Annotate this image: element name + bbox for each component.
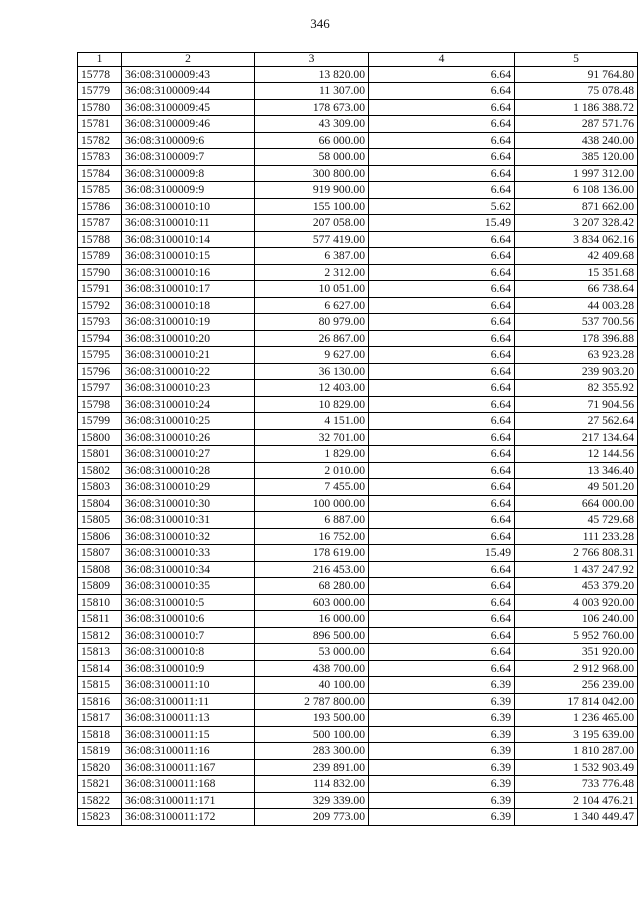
rate-cell: 6.64 [369, 561, 515, 578]
value-cell: 9 627.00 [255, 347, 369, 364]
cadastral-number-cell: 36:08:3100010:26 [122, 429, 255, 446]
cadastral-number-cell: 36:08:3100010:31 [122, 512, 255, 529]
row-number-cell: 15794 [78, 330, 122, 347]
cadastral-number-cell: 36:08:3100010:25 [122, 413, 255, 430]
row-number-cell: 15780 [78, 99, 122, 116]
row-number-cell: 15823 [78, 809, 122, 826]
cadastral-number-cell: 36:08:3100011:15 [122, 726, 255, 743]
cadastral-number-cell: 36:08:3100010:6 [122, 611, 255, 628]
table-row [78, 363, 638, 380]
total-cell: 217 134.64 [515, 429, 638, 446]
table-row [78, 627, 638, 644]
value-cell: 178 619.00 [255, 545, 369, 562]
value-cell: 2 787 800.00 [255, 693, 369, 710]
value-cell: 100 000.00 [255, 495, 369, 512]
value-cell: 16 000.00 [255, 611, 369, 628]
row-number-cell: 15782 [78, 132, 122, 149]
row-number-cell: 15786 [78, 198, 122, 215]
cadastral-number-cell: 36:08:3100009:46 [122, 116, 255, 133]
total-cell: 256 239.00 [515, 677, 638, 694]
table-row [78, 578, 638, 595]
cadastral-number-cell: 36:08:3100010:23 [122, 380, 255, 397]
table-row [78, 116, 638, 133]
total-cell: 42 409.68 [515, 248, 638, 265]
rate-cell: 6.64 [369, 611, 515, 628]
rate-cell: 6.64 [369, 231, 515, 248]
cadastral-number-cell: 36:08:3100009:43 [122, 66, 255, 83]
cadastral-number-cell: 36:08:3100010:16 [122, 264, 255, 281]
value-cell: 66 000.00 [255, 132, 369, 149]
row-number-cell: 15810 [78, 594, 122, 611]
header-col-3: 3 [255, 53, 369, 67]
total-cell: 664 000.00 [515, 495, 638, 512]
rate-cell: 6.64 [369, 528, 515, 545]
rate-cell: 5.62 [369, 198, 515, 215]
value-cell: 919 900.00 [255, 182, 369, 199]
total-cell: 2 912 968.00 [515, 660, 638, 677]
cadastral-number-cell: 36:08:3100010:7 [122, 627, 255, 644]
rate-cell: 6.64 [369, 132, 515, 149]
total-cell: 178 396.88 [515, 330, 638, 347]
table-row [78, 743, 638, 760]
cadastral-number-cell: 36:08:3100010:29 [122, 479, 255, 496]
cadastral-number-cell: 36:08:3100010:9 [122, 660, 255, 677]
row-number-cell: 15811 [78, 611, 122, 628]
table-row [78, 413, 638, 430]
total-cell: 44 003.28 [515, 297, 638, 314]
row-number-cell: 15817 [78, 710, 122, 727]
row-number-cell: 15801 [78, 446, 122, 463]
table-row [78, 264, 638, 281]
total-cell: 4 003 920.00 [515, 594, 638, 611]
rate-cell: 6.39 [369, 743, 515, 760]
cadastral-number-cell: 36:08:3100010:33 [122, 545, 255, 562]
table-row [78, 693, 638, 710]
rate-cell: 6.64 [369, 462, 515, 479]
row-number-cell: 15815 [78, 677, 122, 694]
total-cell: 1 810 287.00 [515, 743, 638, 760]
cadastral-number-cell: 36:08:3100009:8 [122, 165, 255, 182]
row-number-cell: 15813 [78, 644, 122, 661]
table-row [78, 660, 638, 677]
cadastral-number-cell: 36:08:3100009:9 [122, 182, 255, 199]
table-row [78, 677, 638, 694]
value-cell: 10 829.00 [255, 396, 369, 413]
rate-cell: 6.64 [369, 281, 515, 298]
rate-cell: 6.64 [369, 297, 515, 314]
value-cell: 16 752.00 [255, 528, 369, 545]
table-row [78, 594, 638, 611]
table-row [78, 165, 638, 182]
rate-cell: 6.64 [369, 99, 515, 116]
cadastral-number-cell: 36:08:3100010:21 [122, 347, 255, 364]
rate-cell: 6.64 [369, 347, 515, 364]
total-cell: 1 186 388.72 [515, 99, 638, 116]
row-number-cell: 15790 [78, 264, 122, 281]
table-row [78, 462, 638, 479]
row-number-cell: 15816 [78, 693, 122, 710]
rate-cell: 6.64 [369, 182, 515, 199]
table-body [78, 66, 638, 825]
header-row [78, 53, 638, 67]
value-cell: 68 280.00 [255, 578, 369, 595]
table-row [78, 776, 638, 793]
row-number-cell: 15804 [78, 495, 122, 512]
row-number-cell: 15806 [78, 528, 122, 545]
rate-cell: 6.64 [369, 479, 515, 496]
rate-cell: 6.64 [369, 165, 515, 182]
cadastral-number-cell: 36:08:3100010:30 [122, 495, 255, 512]
table-row [78, 545, 638, 562]
total-cell: 2 104 476.21 [515, 792, 638, 809]
value-cell: 43 309.00 [255, 116, 369, 133]
total-cell: 6 108 136.00 [515, 182, 638, 199]
row-number-cell: 15809 [78, 578, 122, 595]
row-number-cell: 15793 [78, 314, 122, 331]
row-number-cell: 15805 [78, 512, 122, 529]
value-cell: 1 829.00 [255, 446, 369, 463]
total-cell: 71 904.56 [515, 396, 638, 413]
table-row [78, 182, 638, 199]
rate-cell: 6.64 [369, 660, 515, 677]
total-cell: 49 501.20 [515, 479, 638, 496]
rate-cell: 6.64 [369, 248, 515, 265]
total-cell: 45 729.68 [515, 512, 638, 529]
value-cell: 216 453.00 [255, 561, 369, 578]
table-row [78, 446, 638, 463]
value-cell: 26 867.00 [255, 330, 369, 347]
total-cell: 91 764.80 [515, 66, 638, 83]
rate-cell: 6.64 [369, 396, 515, 413]
table-row [78, 66, 638, 83]
value-cell: 2 312.00 [255, 264, 369, 281]
total-cell: 239 903.20 [515, 363, 638, 380]
rate-cell: 6.39 [369, 776, 515, 793]
total-cell: 2 766 808.31 [515, 545, 638, 562]
total-cell: 438 240.00 [515, 132, 638, 149]
rate-cell: 6.64 [369, 363, 515, 380]
header-col-1: 1 [78, 53, 122, 67]
cadastral-number-cell: 36:08:3100010:8 [122, 644, 255, 661]
cadastral-number-cell: 36:08:3100011:172 [122, 809, 255, 826]
total-cell: 537 700.56 [515, 314, 638, 331]
rate-cell: 6.39 [369, 726, 515, 743]
cadastral-number-cell: 36:08:3100010:22 [122, 363, 255, 380]
cadastral-number-cell: 36:08:3100010:32 [122, 528, 255, 545]
rate-cell: 6.64 [369, 116, 515, 133]
row-number-cell: 15787 [78, 215, 122, 232]
rate-cell: 6.64 [369, 83, 515, 100]
table-row [78, 132, 638, 149]
table-row [78, 759, 638, 776]
value-cell: 500 100.00 [255, 726, 369, 743]
row-number-cell: 15822 [78, 792, 122, 809]
header-col-2: 2 [122, 53, 255, 67]
table-row [78, 792, 638, 809]
value-cell: 239 891.00 [255, 759, 369, 776]
total-cell: 1 236 465.00 [515, 710, 638, 727]
table-row [78, 83, 638, 100]
rate-cell: 6.64 [369, 264, 515, 281]
rate-cell: 6.64 [369, 149, 515, 166]
rate-cell: 15.49 [369, 215, 515, 232]
cadastral-number-cell: 36:08:3100010:19 [122, 314, 255, 331]
cadastral-number-cell: 36:08:3100010:11 [122, 215, 255, 232]
cadastral-number-cell: 36:08:3100010:15 [122, 248, 255, 265]
cadastral-number-cell: 36:08:3100011:11 [122, 693, 255, 710]
total-cell: 27 562.64 [515, 413, 638, 430]
total-cell: 453 379.20 [515, 578, 638, 595]
rate-cell: 6.64 [369, 330, 515, 347]
value-cell: 577 419.00 [255, 231, 369, 248]
total-cell: 871 662.00 [515, 198, 638, 215]
table-row [78, 611, 638, 628]
table-row [78, 297, 638, 314]
value-cell: 10 051.00 [255, 281, 369, 298]
total-cell: 3 834 062.16 [515, 231, 638, 248]
rate-cell: 6.64 [369, 578, 515, 595]
table-row [78, 99, 638, 116]
cadastral-number-cell: 36:08:3100011:168 [122, 776, 255, 793]
total-cell: 12 144.56 [515, 446, 638, 463]
total-cell: 66 738.64 [515, 281, 638, 298]
cadastral-number-cell: 36:08:3100011:171 [122, 792, 255, 809]
header-col-5: 5 [515, 53, 638, 67]
row-number-cell: 15788 [78, 231, 122, 248]
total-cell: 13 346.40 [515, 462, 638, 479]
row-number-cell: 15799 [78, 413, 122, 430]
cadastral-number-cell: 36:08:3100009:7 [122, 149, 255, 166]
row-number-cell: 15821 [78, 776, 122, 793]
cadastral-number-cell: 36:08:3100010:17 [122, 281, 255, 298]
value-cell: 209 773.00 [255, 809, 369, 826]
total-cell: 75 078.48 [515, 83, 638, 100]
cadastral-number-cell: 36:08:3100011:167 [122, 759, 255, 776]
rate-cell: 6.39 [369, 792, 515, 809]
value-cell: 896 500.00 [255, 627, 369, 644]
cadastral-number-cell: 36:08:3100009:45 [122, 99, 255, 116]
row-number-cell: 15807 [78, 545, 122, 562]
table-header [78, 53, 638, 67]
cadastral-number-cell: 36:08:3100010:24 [122, 396, 255, 413]
page-number: 346 [310, 16, 330, 31]
rate-cell: 6.64 [369, 413, 515, 430]
cadastral-number-cell: 36:08:3100011:16 [122, 743, 255, 760]
total-cell: 351 920.00 [515, 644, 638, 661]
value-cell: 603 000.00 [255, 594, 369, 611]
row-number-cell: 15808 [78, 561, 122, 578]
total-cell: 385 120.00 [515, 149, 638, 166]
table-row [78, 347, 638, 364]
row-number-cell: 15795 [78, 347, 122, 364]
table-row [78, 479, 638, 496]
rate-cell: 15.49 [369, 545, 515, 562]
row-number-cell: 15796 [78, 363, 122, 380]
value-cell: 6 887.00 [255, 512, 369, 529]
row-number-cell: 15779 [78, 83, 122, 100]
table-row [78, 495, 638, 512]
row-number-cell: 15802 [78, 462, 122, 479]
rate-cell: 6.64 [369, 627, 515, 644]
table-row [78, 149, 638, 166]
value-cell: 13 820.00 [255, 66, 369, 83]
value-cell: 114 832.00 [255, 776, 369, 793]
header-col-4: 4 [369, 53, 515, 67]
value-cell: 58 000.00 [255, 149, 369, 166]
rate-cell: 6.64 [369, 314, 515, 331]
table-row [78, 281, 638, 298]
rate-cell: 6.39 [369, 693, 515, 710]
row-number-cell: 15781 [78, 116, 122, 133]
value-cell: 6 387.00 [255, 248, 369, 265]
rate-cell: 6.64 [369, 380, 515, 397]
value-cell: 4 151.00 [255, 413, 369, 430]
table-row [78, 198, 638, 215]
cadastral-number-cell: 36:08:3100010:34 [122, 561, 255, 578]
value-cell: 207 058.00 [255, 215, 369, 232]
row-number-cell: 15812 [78, 627, 122, 644]
cadastral-table [77, 52, 638, 826]
table-row [78, 528, 638, 545]
table-row [78, 561, 638, 578]
cadastral-number-cell: 36:08:3100010:35 [122, 578, 255, 595]
row-number-cell: 15814 [78, 660, 122, 677]
table-row [78, 710, 638, 727]
value-cell: 300 800.00 [255, 165, 369, 182]
value-cell: 283 300.00 [255, 743, 369, 760]
table-row [78, 429, 638, 446]
row-number-cell: 15785 [78, 182, 122, 199]
row-number-cell: 15819 [78, 743, 122, 760]
cadastral-number-cell: 36:08:3100010:5 [122, 594, 255, 611]
value-cell: 36 130.00 [255, 363, 369, 380]
value-cell: 178 673.00 [255, 99, 369, 116]
cadastral-number-cell: 36:08:3100011:13 [122, 710, 255, 727]
value-cell: 193 500.00 [255, 710, 369, 727]
row-number-cell: 15783 [78, 149, 122, 166]
row-number-cell: 15791 [78, 281, 122, 298]
rate-cell: 6.64 [369, 644, 515, 661]
table-row [78, 726, 638, 743]
total-cell: 1 437 247.92 [515, 561, 638, 578]
value-cell: 438 700.00 [255, 660, 369, 677]
total-cell: 3 195 639.00 [515, 726, 638, 743]
cadastral-number-cell: 36:08:3100010:27 [122, 446, 255, 463]
row-number-cell: 15784 [78, 165, 122, 182]
total-cell: 17 814 042.00 [515, 693, 638, 710]
total-cell: 1 340 449.47 [515, 809, 638, 826]
row-number-cell: 15778 [78, 66, 122, 83]
value-cell: 2 010.00 [255, 462, 369, 479]
table-row [78, 248, 638, 265]
rate-cell: 6.64 [369, 66, 515, 83]
cadastral-number-cell: 36:08:3100010:28 [122, 462, 255, 479]
table-row [78, 380, 638, 397]
value-cell: 11 307.00 [255, 83, 369, 100]
cadastral-number-cell: 36:08:3100010:20 [122, 330, 255, 347]
value-cell: 155 100.00 [255, 198, 369, 215]
value-cell: 32 701.00 [255, 429, 369, 446]
row-number-cell: 15803 [78, 479, 122, 496]
cadastral-number-cell: 36:08:3100009:44 [122, 83, 255, 100]
rate-cell: 6.39 [369, 759, 515, 776]
value-cell: 7 455.00 [255, 479, 369, 496]
cadastral-number-cell: 36:08:3100011:10 [122, 677, 255, 694]
total-cell: 287 571.76 [515, 116, 638, 133]
total-cell: 82 355.92 [515, 380, 638, 397]
total-cell: 1 997 312.00 [515, 165, 638, 182]
row-number-cell: 15800 [78, 429, 122, 446]
total-cell: 15 351.68 [515, 264, 638, 281]
value-cell: 53 000.00 [255, 644, 369, 661]
value-cell: 6 627.00 [255, 297, 369, 314]
rate-cell: 6.64 [369, 446, 515, 463]
row-number-cell: 15818 [78, 726, 122, 743]
table-row [78, 396, 638, 413]
table-row [78, 512, 638, 529]
cadastral-number-cell: 36:08:3100009:6 [122, 132, 255, 149]
cadastral-number-cell: 36:08:3100010:14 [122, 231, 255, 248]
table-row [78, 330, 638, 347]
table-row [78, 231, 638, 248]
total-cell: 733 776.48 [515, 776, 638, 793]
total-cell: 3 207 328.42 [515, 215, 638, 232]
total-cell: 63 923.28 [515, 347, 638, 364]
rate-cell: 6.39 [369, 677, 515, 694]
rate-cell: 6.64 [369, 429, 515, 446]
cadastral-number-cell: 36:08:3100010:10 [122, 198, 255, 215]
row-number-cell: 15820 [78, 759, 122, 776]
row-number-cell: 15792 [78, 297, 122, 314]
table-row [78, 215, 638, 232]
row-number-cell: 15797 [78, 380, 122, 397]
table-row [78, 644, 638, 661]
cadastral-number-cell: 36:08:3100010:18 [122, 297, 255, 314]
row-number-cell: 15789 [78, 248, 122, 265]
value-cell: 80 979.00 [255, 314, 369, 331]
total-cell: 111 233.28 [515, 528, 638, 545]
rate-cell: 6.64 [369, 594, 515, 611]
total-cell: 106 240.00 [515, 611, 638, 628]
rate-cell: 6.39 [369, 809, 515, 826]
table-row [78, 809, 638, 826]
rate-cell: 6.64 [369, 512, 515, 529]
value-cell: 12 403.00 [255, 380, 369, 397]
total-cell: 5 952 760.00 [515, 627, 638, 644]
rate-cell: 6.64 [369, 495, 515, 512]
value-cell: 329 339.00 [255, 792, 369, 809]
total-cell: 1 532 903.49 [515, 759, 638, 776]
table-row [78, 314, 638, 331]
row-number-cell: 15798 [78, 396, 122, 413]
rate-cell: 6.39 [369, 710, 515, 727]
value-cell: 40 100.00 [255, 677, 369, 694]
